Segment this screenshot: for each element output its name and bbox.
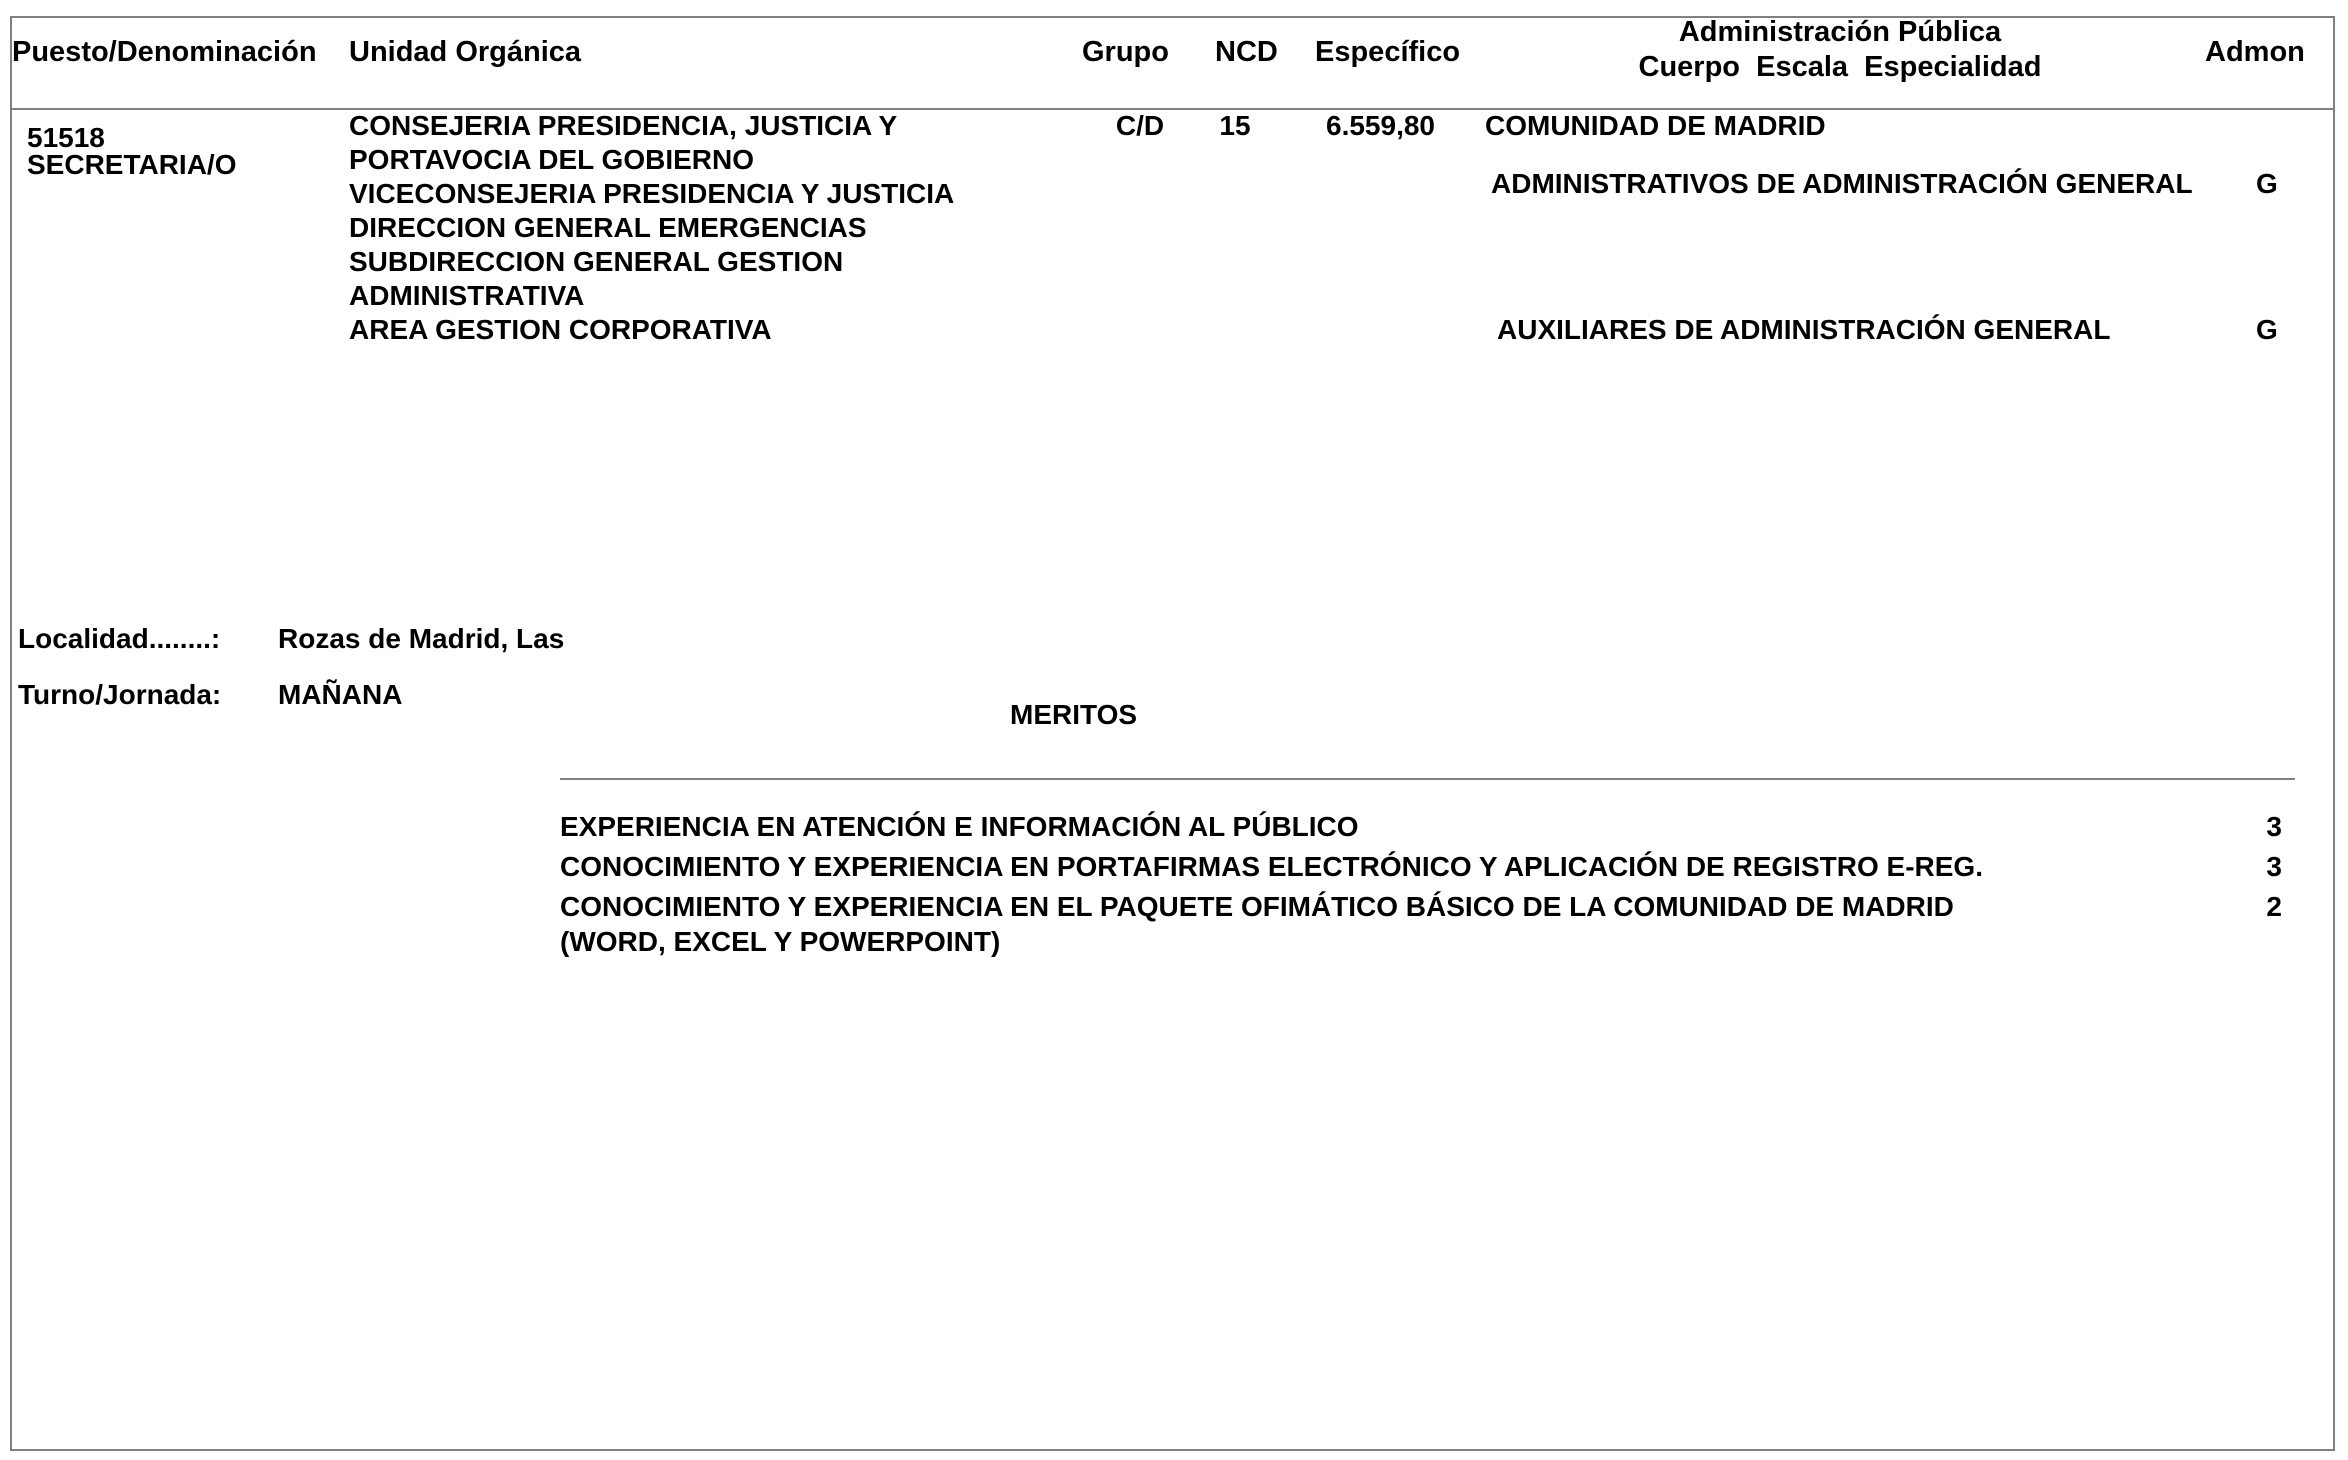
unidad-line: ADMINISTRATIVA: [349, 280, 585, 311]
especifico-value: 6.559,80: [1326, 110, 1435, 141]
puesto-denominacion: SECRETARIA/O: [27, 149, 237, 180]
puesto-codigo: 51518: [27, 122, 105, 153]
merito-text: EXPERIENCIA EN ATENCIÓN E INFORMACIÓN AL PÚBLICO: [560, 811, 1359, 842]
merito-text-continued: (WORD, EXCEL Y POWERPOINT): [560, 926, 1001, 957]
header-admin-publica: Administración Pública: [1678, 16, 2002, 48]
merito-points: 3: [2266, 851, 2282, 882]
merito-points: 3: [2266, 811, 2282, 842]
localidad-value: Rozas de Madrid, Las: [278, 623, 565, 654]
cuerpo-nombre: AUXILIARES DE ADMINISTRACIÓN GENERAL: [1497, 314, 2111, 345]
turno-label: Turno/Jornada:: [18, 679, 222, 710]
header-ncd: NCD: [1215, 36, 1278, 68]
grupo-value: C/D: [1115, 110, 1165, 141]
administracion-value: COMUNIDAD DE MADRID: [1485, 110, 1826, 141]
header-cuerpo-escala: Cuerpo Escala Especialidad: [1638, 51, 2042, 83]
unidad-line: PORTAVOCIA DEL GOBIERNO: [349, 144, 754, 175]
cuerpo-nombre: ADMINISTRATIVOS DE ADMINISTRACIÓN GENERAL: [1491, 168, 2193, 199]
cuerpo-admon: G: [2256, 168, 2278, 199]
header-unidad: Unidad Orgánica: [349, 36, 582, 68]
meritos-title: MERITOS: [1010, 699, 1138, 730]
header-puesto: Puesto/Denominación: [12, 36, 317, 68]
unidad-line: SUBDIRECCION GENERAL GESTION: [349, 246, 844, 277]
unidad-line: AREA GESTION CORPORATIVA: [349, 314, 772, 345]
merito-text: CONOCIMIENTO Y EXPERIENCIA EN EL PAQUETE OFIMÁTICO BÁSICO DE LA COMUNIDAD DE MADRID: [560, 891, 1954, 922]
header-admon: Admon: [2205, 36, 2305, 68]
header-grupo: Grupo: [1082, 36, 1169, 68]
unidad-organica: [349, 109, 954, 347]
header-especifico: Específico: [1315, 36, 1461, 68]
merito-points: 2: [2266, 891, 2282, 922]
unidad-line: DIRECCION GENERAL EMERGENCIAS: [349, 212, 867, 243]
localidad-label: Localidad........:: [18, 623, 221, 654]
turno-value: MAÑANA: [278, 679, 403, 710]
ncd-value: 15: [1219, 110, 1251, 141]
merito-text: CONOCIMIENTO Y EXPERIENCIA EN PORTAFIRMAS ELECTRÓNICO Y APLICACIÓN DE REGISTRO E-REG.: [560, 851, 1983, 882]
cuerpo-admon: G: [2256, 314, 2278, 345]
unidad-line: VICECONSEJERIA PRESIDENCIA Y JUSTICIA: [349, 178, 955, 209]
unidad-line: CONSEJERIA PRESIDENCIA, JUSTICIA Y: [349, 110, 898, 141]
meritos-divider: [560, 778, 2295, 780]
